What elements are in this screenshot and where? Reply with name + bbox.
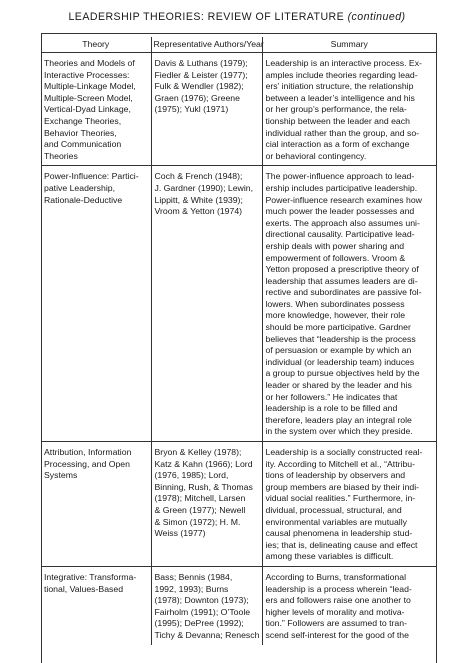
- authors-cell: [151, 53, 262, 166]
- theory-line: Multiple-Linkage Model,: [44, 81, 136, 92]
- table-right-border: [436, 33, 437, 663]
- page-title: [0, 11, 474, 23]
- table-header-row: [41, 37, 436, 53]
- authors-line: Katz & Kahn (1966); Lord: [154, 458, 253, 469]
- summary-line: tions of leadership by observers and: [265, 470, 406, 481]
- summary-line: a group to pursue objectives held by the: [265, 368, 420, 379]
- theory-line: Processing, and Open: [44, 458, 130, 469]
- summary-line: in the system over which they preside.: [265, 426, 413, 437]
- authors-line: & Simon (1972); H. M.: [154, 516, 241, 527]
- summary-line: causal phenomena in leadership stud-: [265, 528, 413, 539]
- summary-line: or her followers.” He indicates that: [265, 391, 398, 402]
- summary-cell: [262, 442, 436, 567]
- theory-line: pative Leadership,: [44, 182, 115, 193]
- theory-line: Power-Influence: Partici-: [44, 171, 139, 182]
- theory-cell: [41, 53, 151, 166]
- summary-line: or her group’s performance, the rela-: [265, 104, 407, 115]
- authors-line: (1976, 1985); Lord,: [154, 470, 229, 481]
- authors-cell: [151, 566, 262, 644]
- theory-cell: [41, 566, 151, 644]
- authors-line: Fulk & Wendler (1982);: [154, 81, 244, 92]
- authors-cell: [151, 166, 262, 442]
- authors-cell: [151, 442, 262, 567]
- summary-line: Yetton proposed a prescriptive theory of: [265, 264, 419, 275]
- summary-line: empowerment of followers. Vroom &: [265, 252, 406, 263]
- summary-line: leader or shared by the leader and his: [265, 380, 412, 391]
- summary-line: The power-influence approach to lead-: [265, 171, 415, 182]
- summary-line: leadership is a process wherein “lead-: [265, 583, 412, 594]
- theory-line: and Communication: [44, 139, 122, 150]
- summary-line: scend self-interest for the good of the: [265, 629, 409, 640]
- authors-line: Bryon & Kelley (1978);: [154, 447, 242, 457]
- summary-line: should be more participative. Gardner: [265, 322, 411, 333]
- theory-line: Theories and Models of: [44, 58, 135, 68]
- summary-line: tionship between the leader and each: [265, 115, 410, 126]
- theory-line: Multiple-Screen Model,: [44, 92, 133, 103]
- summary-line: rective and subordinates are passive fol-: [265, 287, 422, 298]
- summary-line: group members are biased by their indi-: [265, 481, 420, 492]
- theory-line: Interactive Processes:: [44, 69, 130, 80]
- summary-line: Leadership is an interactive process. Ex-: [265, 58, 422, 68]
- literature-table: [41, 37, 436, 645]
- summary-line: tion.” Followers are assumed to tran-: [265, 618, 407, 629]
- column-header-authors: Representative Authors/Year: [151, 37, 262, 53]
- summary-line: leadership is a role to be filled and: [265, 403, 398, 414]
- summary-line: vidual social realities.” Furthermore, in-: [265, 493, 416, 504]
- authors-line: Tichy & Devanna; Renesch: [154, 629, 260, 640]
- authors-line: J. Gardner (1990); Lewin,: [154, 182, 254, 193]
- theory-line: Exchange Theories,: [44, 115, 122, 126]
- theory-line: Rationale-Deductive: [44, 194, 123, 205]
- summary-line: individual rather than the group, and so-: [265, 127, 420, 138]
- summary-line: of persuasion or example by which an: [265, 345, 412, 356]
- authors-line: Fairholm (1991); O’Toole: [154, 606, 251, 617]
- summary-line: more knowledge, however, their role: [265, 310, 406, 321]
- table-body: [41, 53, 436, 645]
- summary-cell: [262, 53, 436, 166]
- authors-line: Bass; Bennis (1984,: [154, 571, 233, 582]
- authors-line: Coch & French (1948);: [154, 171, 243, 182]
- summary-line: ership includes participative leadership.: [265, 182, 418, 193]
- authors-line: & Green (1977); Newell: [154, 504, 246, 515]
- theory-line: Systems: [44, 470, 78, 481]
- summary-line: leadership that assumes leaders are di-: [265, 275, 418, 286]
- column-header-summary: Summary: [262, 37, 436, 53]
- theory-cell: [41, 442, 151, 567]
- authors-line: Graen (1976); Greene: [154, 92, 240, 103]
- theory-line: tional, Values-Based: [44, 583, 124, 594]
- summary-line: cial interaction as a form of exchange: [265, 139, 410, 150]
- table-row: [41, 442, 436, 567]
- summary-line: among these variables is difficult.: [265, 551, 394, 562]
- summary-line: environmental variables are mutually: [265, 516, 407, 527]
- table-row: [41, 566, 436, 644]
- theory-line: Integrative: Transforma-: [44, 571, 137, 582]
- summary-cell: [262, 566, 436, 644]
- summary-line: higher levels of morality and motiva-: [265, 606, 405, 617]
- summary-line: or behavioral contingency.: [265, 150, 367, 161]
- summary-line: ers’ initiation structure, the relationship: [265, 81, 414, 92]
- summary-line: believes that “leadership is the process: [265, 333, 416, 344]
- summary-line: exerts. The approach also assumes uni-: [265, 217, 420, 228]
- summary-line: individual (or leadership team) induces: [265, 356, 415, 367]
- authors-line: Vroom & Yetton (1974): [154, 206, 243, 217]
- theory-line: Attribution, Information: [44, 447, 132, 457]
- table-row: [41, 166, 436, 442]
- summary-line: According to Burns, transformational: [265, 571, 407, 582]
- authors-line: (1978); Downton (1973);: [154, 595, 249, 606]
- authors-line: Weiss (1977): [154, 528, 206, 539]
- summary-line: ership deals with power sharing and: [265, 240, 405, 251]
- summary-line: between a leader’s intelligence and his: [265, 92, 415, 103]
- summary-line: Power-influence research examines how: [265, 194, 422, 205]
- summary-line: much power the leader possesses and: [265, 206, 415, 217]
- summary-line: directional causality. Participative lead-: [265, 229, 415, 240]
- title-text: LEADERSHIP THEORIES: REVIEW OF LITERATURE: [68, 11, 345, 23]
- authors-line: (1975); Yukl (1971): [154, 104, 229, 115]
- theory-line: Theories: [44, 150, 78, 161]
- summary-line: lowers. When subordinates possess: [265, 298, 405, 309]
- summary-line: Leadership is a socially constructed real-: [265, 447, 423, 457]
- authors-line: (1978); Mitchell, Larsen: [154, 493, 246, 504]
- title-continued: (continued): [347, 11, 406, 23]
- summary-line: ies; that is, delineating cause and effect: [265, 539, 418, 550]
- authors-line: Davis & Luthans (1979);: [154, 58, 248, 68]
- summary-line: therefore, leaders play an integral role: [265, 414, 412, 425]
- authors-line: (1995); DePree (1992);: [154, 618, 244, 629]
- summary-line: amples include theories regarding lead-: [265, 69, 418, 80]
- authors-line: 1992, 1993); Burns: [154, 583, 229, 594]
- theory-line: Behavior Theories,: [44, 127, 117, 138]
- summary-line: ity. According to Mitchell et al., “Attribu-: [265, 458, 416, 469]
- summary-line: ers and followers raise one another to: [265, 595, 411, 606]
- column-header-theory: Theory: [41, 37, 151, 53]
- summary-cell: [262, 166, 436, 442]
- summary-line: dividual, processual, structural, and: [265, 504, 402, 515]
- authors-line: Fiedler & Leister (1977);: [154, 69, 248, 80]
- authors-line: Lippitt, & White (1939);: [154, 194, 243, 205]
- theory-cell: [41, 166, 151, 442]
- authors-line: Binning, Rush, & Thomas: [154, 481, 253, 492]
- theory-line: Vertical-Dyad Linkage,: [44, 104, 131, 115]
- table-top-border: [41, 33, 436, 34]
- table-row: [41, 53, 436, 166]
